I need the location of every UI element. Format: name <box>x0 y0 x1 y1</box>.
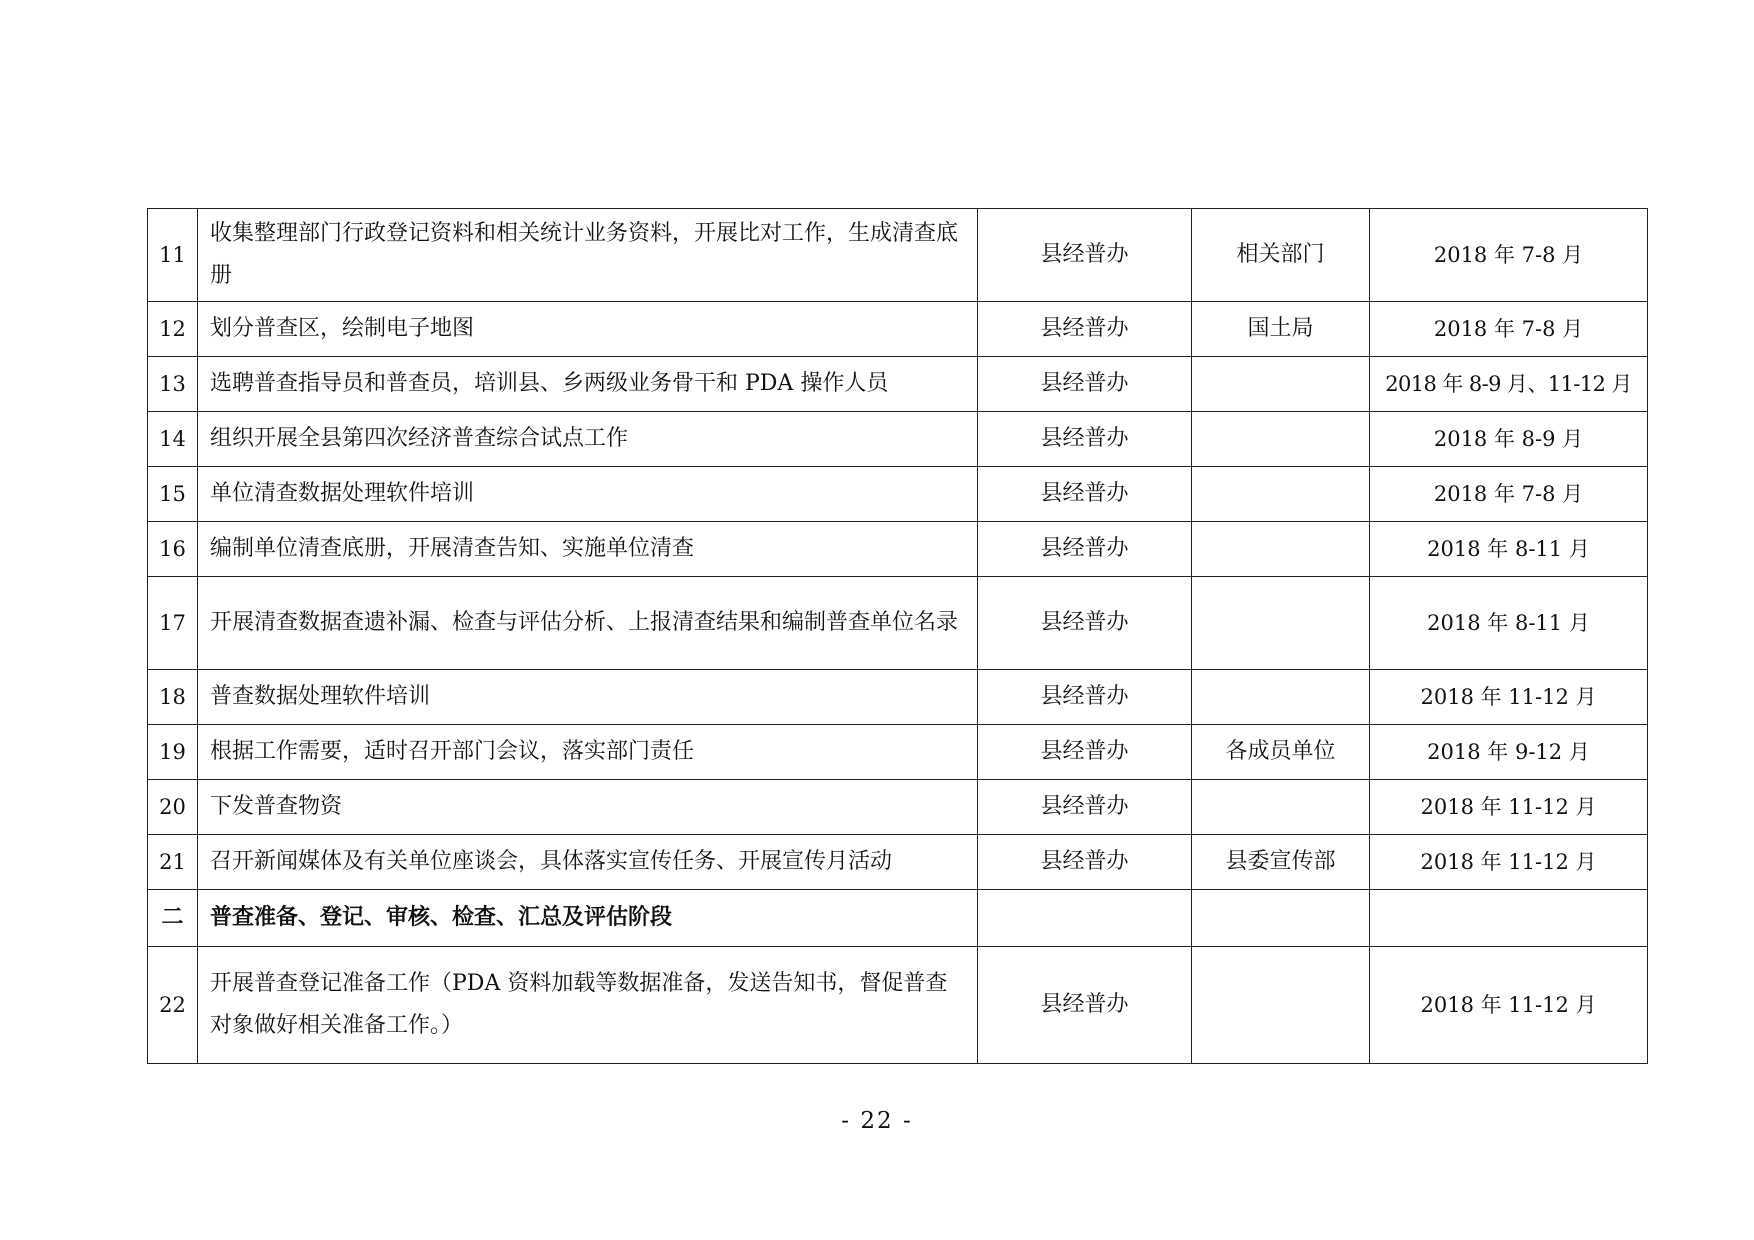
row-number: 14 <box>148 412 198 467</box>
time-period: 2018 年 8-11 月 <box>1370 577 1648 670</box>
task-description: 开展清查数据查遗补漏、检查与评估分析、上报清查结果和编制普查单位名录 <box>198 577 978 670</box>
task-description: 收集整理部门行政登记资料和相关统计业务资料，开展比对工作，生成清查底册 <box>198 209 978 302</box>
lead-unit: 县经普办 <box>978 670 1192 725</box>
row-number: 16 <box>148 522 198 577</box>
task-description: 开展普查登记准备工作（PDA 资料加载等数据准备，发送告知书，督促普查对象做好相关准备工作。） <box>198 947 978 1064</box>
table-row <box>148 302 1648 357</box>
time-period: 2018 年 11-12 月 <box>1370 670 1648 725</box>
assisting-unit: 各成员单位 <box>1192 725 1370 780</box>
task-description: 划分普查区，绘制电子地图 <box>198 302 978 357</box>
empty-cell <box>978 890 1192 947</box>
lead-unit: 县经普办 <box>978 467 1192 522</box>
table-row <box>148 725 1648 780</box>
lead-unit: 县经普办 <box>978 302 1192 357</box>
table-row <box>148 522 1648 577</box>
lead-unit: 县经普办 <box>978 522 1192 577</box>
table-row <box>148 209 1648 302</box>
assisting-unit <box>1192 670 1370 725</box>
lead-unit: 县经普办 <box>978 357 1192 412</box>
section-number: 二 <box>148 890 198 947</box>
row-number: 11 <box>148 209 198 302</box>
task-description: 普查数据处理软件培训 <box>198 670 978 725</box>
row-number: 19 <box>148 725 198 780</box>
table-row <box>148 577 1648 670</box>
time-period: 2018 年 9-12 月 <box>1370 725 1648 780</box>
assisting-unit <box>1192 577 1370 670</box>
time-period: 2018 年 8-11 月 <box>1370 522 1648 577</box>
empty-cell <box>1192 890 1370 947</box>
work-schedule-table <box>147 208 1648 1064</box>
lead-unit: 县经普办 <box>978 947 1192 1064</box>
lead-unit: 县经普办 <box>978 725 1192 780</box>
time-period: 2018 年 7-8 月 <box>1370 467 1648 522</box>
time-period: 2018 年 11-12 月 <box>1370 835 1648 890</box>
assisting-unit: 国土局 <box>1192 302 1370 357</box>
table-row <box>148 780 1648 835</box>
task-description: 选聘普查指导员和普查员，培训县、乡两级业务骨干和 PDA 操作人员 <box>198 357 978 412</box>
task-description: 组织开展全县第四次经济普查综合试点工作 <box>198 412 978 467</box>
row-number: 15 <box>148 467 198 522</box>
assisting-unit <box>1192 412 1370 467</box>
section-header-row <box>148 890 1648 947</box>
assisting-unit <box>1192 467 1370 522</box>
table-row <box>148 670 1648 725</box>
time-period: 2018 年 11-12 月 <box>1370 947 1648 1064</box>
table-row <box>148 357 1648 412</box>
assisting-unit <box>1192 780 1370 835</box>
row-number: 22 <box>148 947 198 1064</box>
lead-unit: 县经普办 <box>978 780 1192 835</box>
assisting-unit: 相关部门 <box>1192 209 1370 302</box>
table-row <box>148 412 1648 467</box>
assisting-unit <box>1192 522 1370 577</box>
lead-unit: 县经普办 <box>978 577 1192 670</box>
time-period: 2018 年 8-9 月、11-12 月 <box>1370 357 1648 412</box>
lead-unit: 县经普办 <box>978 209 1192 302</box>
table-row <box>148 467 1648 522</box>
lead-unit: 县经普办 <box>978 835 1192 890</box>
empty-cell <box>1370 890 1648 947</box>
time-period: 2018 年 11-12 月 <box>1370 780 1648 835</box>
assisting-unit <box>1192 947 1370 1064</box>
row-number: 13 <box>148 357 198 412</box>
row-number: 17 <box>148 577 198 670</box>
section-title: 普查准备、登记、审核、检查、汇总及评估阶段 <box>198 890 978 947</box>
assisting-unit: 县委宣传部 <box>1192 835 1370 890</box>
task-description: 编制单位清查底册，开展清查告知、实施单位清查 <box>198 522 978 577</box>
assisting-unit <box>1192 357 1370 412</box>
task-description: 召开新闻媒体及有关单位座谈会，具体落实宣传任务、开展宣传月活动 <box>198 835 978 890</box>
row-number: 12 <box>148 302 198 357</box>
page-number: - 22 - <box>841 1108 913 1134</box>
row-number: 21 <box>148 835 198 890</box>
task-description: 单位清查数据处理软件培训 <box>198 467 978 522</box>
table-row <box>148 835 1648 890</box>
lead-unit: 县经普办 <box>978 412 1192 467</box>
time-period: 2018 年 8-9 月 <box>1370 412 1648 467</box>
table-row <box>148 947 1648 1064</box>
row-number: 20 <box>148 780 198 835</box>
row-number: 18 <box>148 670 198 725</box>
task-description: 下发普查物资 <box>198 780 978 835</box>
task-description: 根据工作需要，适时召开部门会议，落实部门责任 <box>198 725 978 780</box>
time-period: 2018 年 7-8 月 <box>1370 302 1648 357</box>
time-period: 2018 年 7-8 月 <box>1370 209 1648 302</box>
